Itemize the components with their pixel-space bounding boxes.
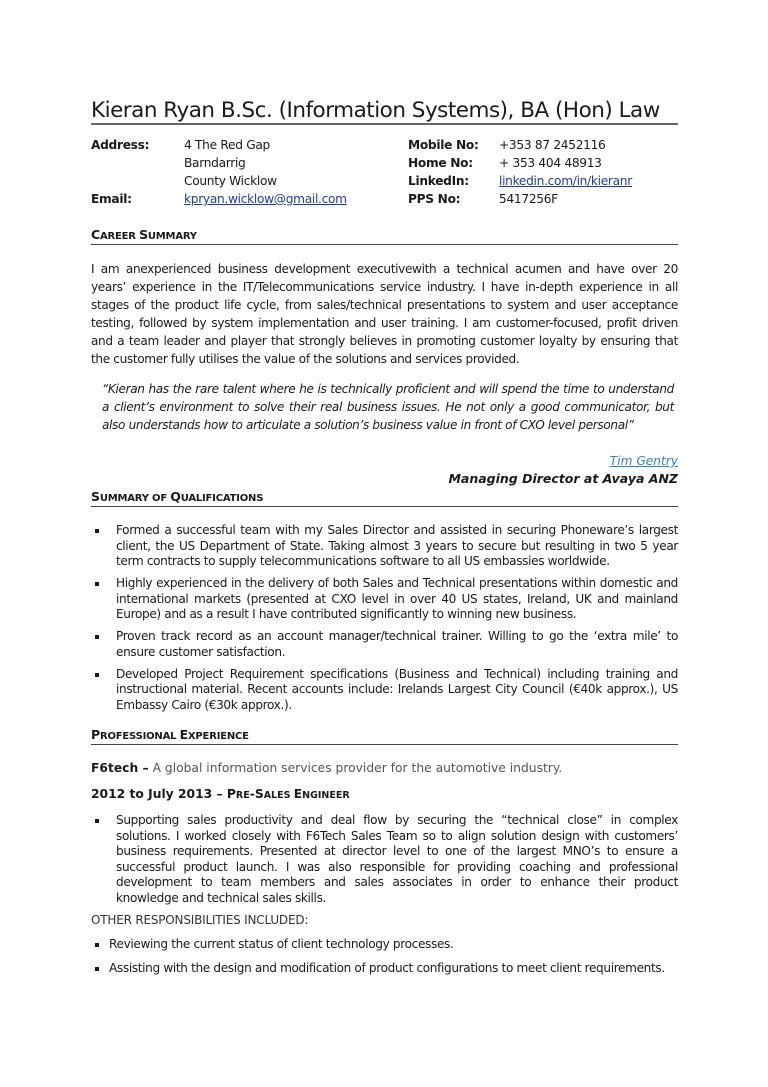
home-value: + 353 404 48913 — [499, 156, 602, 170]
address-line-1: 4 The Red Gap — [184, 138, 270, 152]
heading-cap: Q — [170, 489, 181, 504]
testimonial-quote: “Kieran has the rare talent where he is technically proficient and will spend the time to understand a client’s environment to solve their real business issues. He not only a good communicator, but also understands how to articulate a solution’s business value in front of CXO level personal” — [102, 382, 674, 432]
bullet-icon — [95, 673, 99, 677]
heading-cap: S — [139, 227, 148, 242]
role-rest: ALES — [263, 790, 294, 801]
role-line — [91, 787, 350, 801]
email-link[interactable]: kpryan.wicklow@gmail.com — [184, 192, 347, 206]
list-item-text: Highly experienced in the delivery of both Sales and Technical presentations within domestic and international markets (presented at CXO level in over 40 US states, Ireland, UK and mainland Europe) and as a result I have contributed significantly to winning new business. — [116, 576, 678, 621]
list-item — [91, 937, 678, 953]
company-line — [91, 761, 562, 775]
role-cap: E — [293, 787, 303, 801]
resume-title: Kieran Ryan B.Sc. (Information Systems), BA (Hon) Law — [91, 98, 660, 123]
address-line-3: County Wicklow — [184, 174, 277, 188]
career-summary-text: I am anexperienced business development executivewith a technical acumen and have over 20 years’ experience in the IT/Telecommunications service industry. I have in-depth experience in all stages of the product life cycle, from sales/technical presentations to system and user acceptance testing, followed by system implementation and user training. I am customer-focused, profit driven and a team leader and player that strongly believes in promoting customer loyalty by ensuring that the customer fully utilises the value of the solutions and services provided. — [91, 262, 678, 366]
company-description: A global information services provider for the automotive industry. — [148, 761, 563, 775]
bullet-icon — [95, 967, 99, 971]
email-label: Email: — [91, 192, 132, 206]
pps-value: 5417256F — [499, 192, 558, 206]
role-cap: S — [254, 787, 264, 801]
role-cap: P — [226, 787, 236, 801]
role-rest: NGINEER — [302, 790, 350, 801]
heading-rest: UALIFICATIONS — [180, 493, 264, 504]
bullet-icon — [95, 529, 99, 533]
role-rest: RE — [235, 790, 250, 801]
heading-cap: E — [179, 727, 188, 742]
list-item — [91, 629, 678, 660]
mobile-label: Mobile No: — [408, 138, 479, 152]
role-period: 2012 to July 2013 – — [91, 787, 227, 801]
pps-label: PPS No: — [408, 192, 461, 206]
role-dash: - — [249, 787, 255, 801]
experience-heading — [91, 727, 678, 745]
home-label: Home No: — [408, 156, 473, 170]
title-divider — [91, 123, 678, 125]
heading-cap: S — [91, 489, 100, 504]
bullet-icon — [95, 582, 99, 586]
list-item-text: Assisting with the design and modification of product configurations to meet client requirements. — [109, 960, 665, 975]
list-item — [91, 576, 678, 623]
list-item-text: Supporting sales productivity and deal flow by securing the “technical close” in complex solutions. I worked closely with F6Tech Sales Team so to align solution design with customers’ business requirements. Presented at director level to one of the largest MNO’s to ensure a successful product launch. I was also responsible for providing coaching and professional development to team members and sales associates in order to enhance their product knowledge and technical sales skills. — [116, 813, 678, 905]
list-item-text: Developed Project Requirement specifications (Business and Technical) including training and instructional material. Recent accounts include: Irelands Largest City Council (€40k approx.), US Embassy Cairo (€30k approx.). — [116, 666, 678, 712]
heading-rest: ROFESSIONAL — [99, 731, 180, 742]
contact-block — [91, 136, 678, 208]
heading-rest: UMMARY OF — [99, 493, 171, 504]
list-item — [91, 523, 678, 570]
company-name: F6tech – — [91, 761, 149, 775]
heading-rest: AREER — [99, 231, 140, 242]
linkedin-link[interactable]: linkedin.com/in/kieranr — [499, 174, 632, 188]
other-responsibilities-heading: OTHER RESPONSIBILITIES INCLUDED: — [91, 913, 309, 927]
list-item — [91, 667, 678, 714]
heading-cap: C — [91, 227, 100, 242]
list-item — [91, 961, 678, 977]
mobile-value: +353 87 2452116 — [499, 138, 606, 152]
testimonial-author-title: Managing Director at Avaya ANZ — [448, 471, 678, 486]
qualifications-list — [91, 523, 678, 720]
bullet-icon — [95, 943, 99, 947]
list-item-text: Proven track record as an account manager/technical trainer. Willing to go the ‘extra mile’ to ensure customer satisfaction. — [116, 629, 678, 659]
heading-rest: XPERIENCE — [187, 731, 249, 742]
address-label: Address: — [91, 138, 150, 152]
qualifications-heading — [91, 489, 678, 507]
linkedin-label: LinkedIn: — [408, 174, 469, 188]
experience-list — [91, 813, 678, 913]
bullet-icon — [95, 819, 99, 823]
list-item-text: Formed a successful team with my Sales Director and assisted in securing Phoneware’s largest client, the US Department of State. Taking almost 3 years to secure but resulting in two 5 year term contracts to supply telecommunications software to all US embassies worldwide. — [116, 523, 678, 568]
list-item-text: Reviewing the current status of client technology processes. — [109, 937, 454, 951]
heading-cap: P — [91, 727, 100, 742]
career-summary-heading — [91, 227, 678, 245]
testimonial-author-link[interactable]: Tim Gentry — [609, 454, 678, 468]
other-responsibilities-list — [91, 937, 678, 984]
list-item — [91, 813, 678, 906]
bullet-icon — [95, 635, 99, 639]
address-line-2: Barndarrig — [184, 156, 246, 170]
heading-rest: UMMARY — [147, 231, 197, 242]
